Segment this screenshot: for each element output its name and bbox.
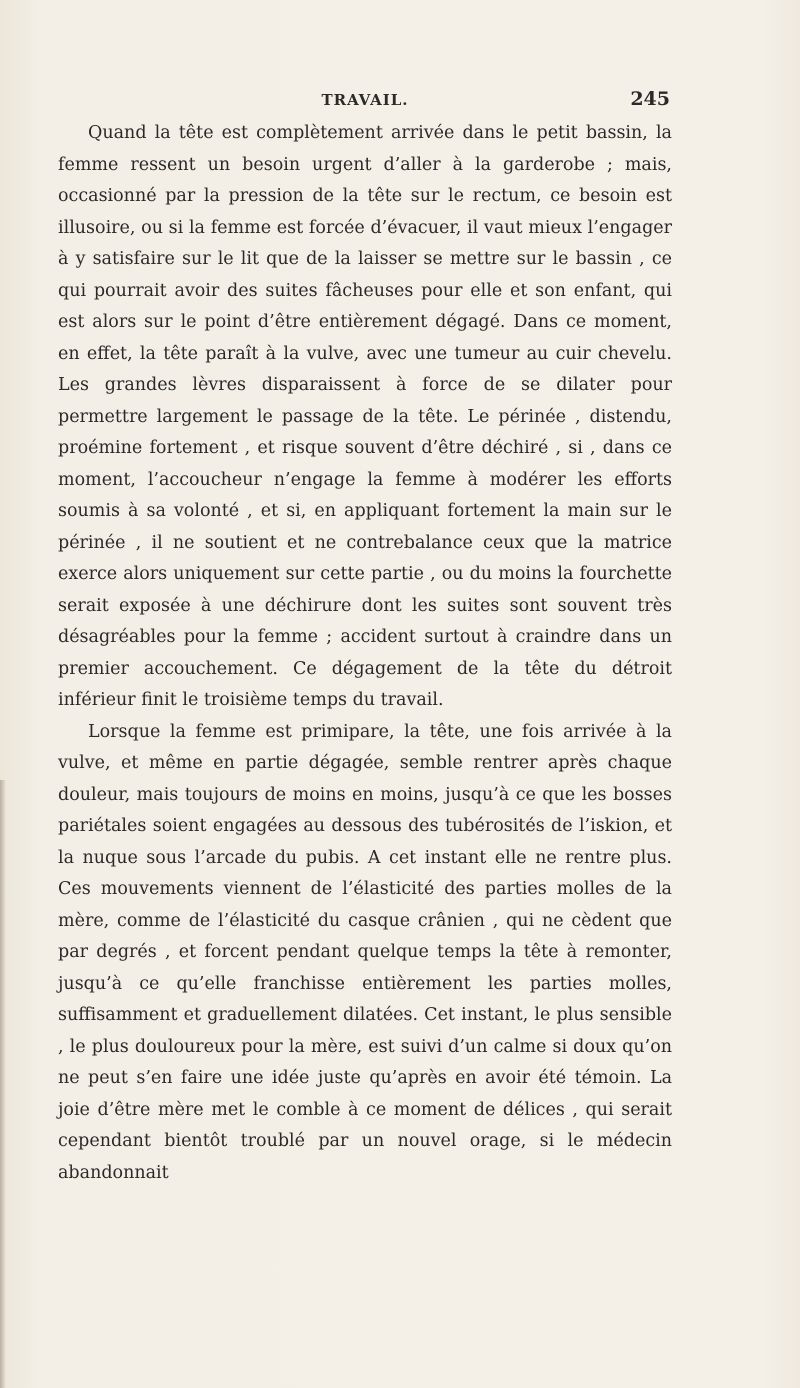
- page-number: 245: [630, 88, 670, 110]
- body-text: [58, 118, 672, 1189]
- paragraph-1: Quand la tête est complètement arrivée dans le petit bassin, la femme ressent un besoin urgent d’aller à la garderobe ; mais, occasionné par la pression de la tête sur le rectum, ce besoin est illusoire, ou si la femme est forcée d’évacuer, il vaut mieux l’engager à y satisfaire sur le lit que de la laisser se mettre sur le bassin , ce qui pourrait avoir des suites fâcheuses pour elle et son enfant, qui est alors sur le point d’être entièrement dégagé. Dans ce moment, en effet, la tête paraît à la vulve, avec une tumeur au cuir chevelu. Les grandes lèvres disparaissent à force de se dilater pour permettre largement le passage de la tête. Le périnée , distendu, proémine fortement , et risque souvent d’être déchiré , si , dans ce moment, l’accoucheur n’engage la femme à modérer les efforts soumis à sa volonté , et si, en appliquant fortement la main sur le périnée , il ne soutient et ne contrebalance ceux que la matrice exerce alors uniquement sur cette partie , ou du moins la fourchette serait exposée à une déchirure dont les suites sont souvent très désagréables pour la femme ; accident surtout à craindre dans un premier accouchement. Ce dégagement de la tête du détroit inférieur finit le troisième temps du travail.: [58, 123, 672, 710]
- paragraph-2: Lorsque la femme est primipare, la tête, une fois arrivée à la vulve, et même en partie dégagée, semble rentrer après chaque douleur, mais toujours de moins en moins, jusqu’à ce que les bosses pariétales soient engagées au dessous des tubérosités de l’iskion, et la nuque sous l’arcade du pubis. A cet instant elle ne rentre plus. Ces mouvements viennent de l’élasticité des parties molles de la mère, comme de l’élasticité du casque crânien , qui ne cèdent que par degrés , et forcent pendant quelque temps la tête à remonter, jusqu’à ce qu’elle franchisse entièrement les parties molles, suffisamment et graduellement dilatées. Cet instant, le plus sensible , le plus douloureux pour la mère, est suivi d’un calme si doux qu’on ne peut s’en faire une idée juste qu’après en avoir été témoin. La joie d’être mère met le comble à ce moment de délices , qui serait cependant bientôt troublé par un nouvel orage, si le médecin abandonnait: [58, 721, 672, 1183]
- page-header: [58, 88, 672, 112]
- page-edge-shadow: [0, 780, 6, 1388]
- running-title: TRAVAIL.: [321, 91, 409, 109]
